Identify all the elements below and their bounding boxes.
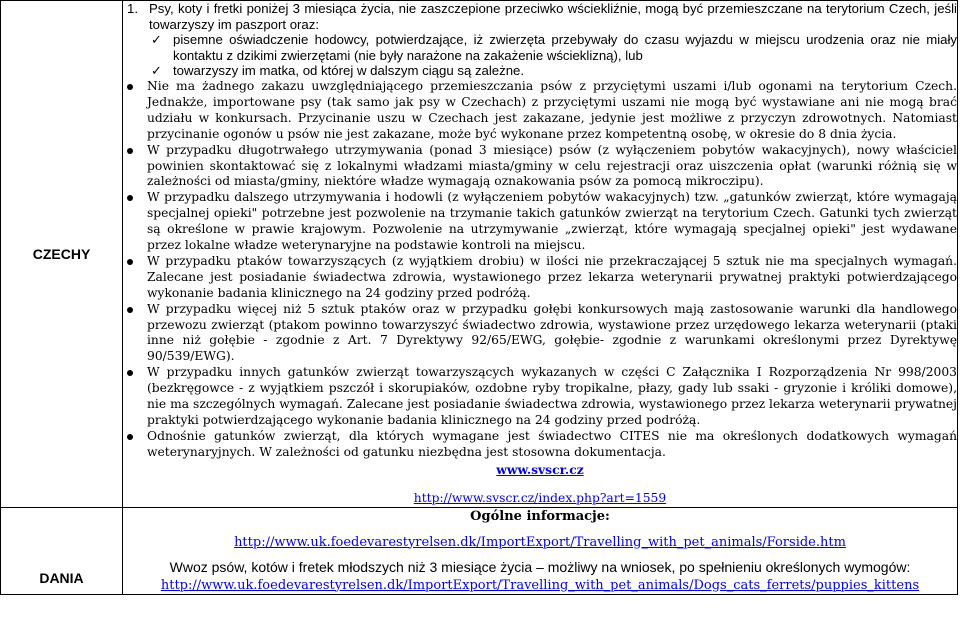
bullet-item-text: Odnośnie gatunków zwierząt, dla których wymagane jest świadectwo CITES nie ma określonych dodatkowych wymagań weterynaryjnych. W zależności od gatunku niezbędna jest stosowna dokumentacja. xyxy=(147,428,957,459)
czech-intro-text: Psy, koty i fretki poniżej 3 miesiąca życia, nie zaszczepione przeciwko wściekliźnie, mogą być przemieszczane na terytorium Czech, jeśli towarzyszy im paszport oraz: xyxy=(149,1,957,32)
bullet-icon xyxy=(127,370,133,376)
check-item-text: towarzyszy im matka, od której w dalszym ciągu są zależne. xyxy=(173,63,525,79)
general-info-heading: Ogólne informacje: xyxy=(470,508,610,524)
checkmark-icon: ✓ xyxy=(151,63,162,79)
bullet-item xyxy=(123,79,957,143)
bullet-icon xyxy=(127,259,133,265)
table-row-denmark xyxy=(1,507,958,594)
bullet-item-text: Nie ma żadnego zakazu uwzględniającego przemieszczania psów z przyciętymi uszami i/lub ogonami na terytorium Czech. Jednakże, importowane psy (tak samo jak psy w Czechach) z przyciętymi uszami nie mogą być wystawiane ani nie mogą brać udziału w konkursach. Przycinanie uszu w Czechach jest zakazane, jedynie jest możliwe z przyczyn zdrowotnych. Natomiast przycinanie ogonów u psów nie jest zakazane, może być wykonane przez kompetentną osobę, w okresie do 8 dnia życia. xyxy=(147,78,957,141)
forside-link-line xyxy=(123,533,957,551)
czech-content xyxy=(123,1,958,508)
checkmark-icon: ✓ xyxy=(151,32,162,48)
svscr-full-link[interactable]: http://www.svscr.cz/index.php?art=1559 xyxy=(413,490,667,505)
country-cell-czech: CZECHY xyxy=(1,1,123,508)
svscr-link-line xyxy=(123,462,957,479)
bullet-item-text: W przypadku długotrwałego utrzymywania (ponad 3 miesiące) psów (z wyłączeniem pobytów wakacyjnych), nowy właściciel powinien skontaktować się z lokalnymi władzami miasta/gminy w celu rejestracji oraz uiszczenia opłat (warunki różnią się w zależności od miasta/gminy, niektóre władze wymagają oznakowania psów za pomocą mikroczipu). xyxy=(147,142,957,189)
table-row-czech xyxy=(1,1,958,508)
bullet-item xyxy=(123,190,957,254)
bullet-item xyxy=(123,254,957,302)
bullet-item-text: W przypadku więcej niż 5 sztuk ptaków oraz w przypadku gołębi konkursowych mają zastosowanie warunki dla handlowego przewozu zwierząt (ptakom powinno towarzyszyć świadectwo zdrowia, wystawione przez urzędowego lekarza weterynarii (ptaki inne niż gołębie - zgodnie z Art. 7 Dyrektywy 92/65/EWG, gołębie- zgodnie z warunkami określonymi przez Dyrektywę 90/539/EWG). xyxy=(147,301,957,364)
country-cell-denmark: DANIA xyxy=(1,507,123,594)
bullet-icon xyxy=(127,195,133,201)
check-item xyxy=(123,32,957,63)
czech-intro xyxy=(123,1,957,32)
denmark-text: Wwoz psów, kotów i fretek młodszych niż 3 miesiące życia – możliwy na wniosek, po spełnieniu określonych wymogów: xyxy=(169,558,911,575)
denmark-content xyxy=(123,507,958,594)
list-number: 1. xyxy=(127,1,138,16)
bullet-item xyxy=(123,302,957,366)
bullet-item xyxy=(123,365,957,429)
bullet-icon xyxy=(127,148,133,154)
puppies-link-line xyxy=(123,576,957,594)
puppies-link[interactable]: http://www.uk.foedevarestyrelsen.dk/ImportExport/Travelling_with_pet_animals/Dogs_cats_ferrets/puppies_kittens xyxy=(160,577,920,593)
svscr-link[interactable]: www.svscr.cz xyxy=(496,461,584,477)
bullet-icon xyxy=(127,307,133,313)
bullet-item xyxy=(123,143,957,191)
bullet-item xyxy=(123,429,957,461)
check-item xyxy=(123,63,957,79)
svscr-full-link-line xyxy=(123,491,957,507)
bullet-item-text: W przypadku dalszego utrzymywania i hodowli (z wyłączeniem pobytów wakacyjnych) tzw. „gatunków zwierząt, które wymagają specjalnej opieki" potrzebne jest pozwolenie na trzymanie takich gatunków zwierząt na terytorium Czech. Gatunki tych zwierząt są określone w prawie krajowym. Pozwolenie na utrzymywanie „zwierząt, które wymagają specjalnej opieki" jest wydawane przez lokalne władze weterynaryjne na podstawie kontroli na miejscu. xyxy=(147,190,957,253)
bullet-icon xyxy=(127,434,133,440)
bullet-icon xyxy=(127,84,133,90)
forside-link[interactable]: http://www.uk.foedevarestyrelsen.dk/ImportExport/Travelling_with_pet_animals/Forside.htm xyxy=(234,534,846,550)
bullet-item-text: W przypadku innych gatunków zwierząt towarzyszących wykazanych w części C Załącznika I Rozporządzenia Nr 998/2003 (bezkręgowce - z wyjątkiem pszczół i skorupiaków, ozdobne ryby tropikalne, płazy, gady lub ssaki - gryzonie i króliki domowe), nie ma szczególnych wymagań. Zalecane jest posiadanie świadectwa zdrowia, wystawionego przez lekarza weterynarii prywatnej praktyki potwierdzającego wykonanie badania klinicznego na 24 godziny przed podróżą. xyxy=(147,365,957,427)
bullet-item-text: W przypadku ptaków towarzyszących (z wyjątkiem drobiu) w ilości nie przekraczającej 5 sztuk nie ma specjalnych wymagań. Zalecane jest posiadanie świadectwa zdrowia, wystawionego przez lekarza weterynarii prywatnej praktyki potwierdzającego wykonanie badania klinicznego na 24 godziny przed podróżą. xyxy=(147,253,957,300)
check-item-text: pisemne oświadczenie hodowcy, potwierdzające, iż zwierzęta przebywały do czasu wyjazdu w miejscu urodzenia oraz nie miały kontaktu z dzikimi zwierzętami (nie były narażone na zakażenie wścieklizną), lub xyxy=(173,32,957,63)
